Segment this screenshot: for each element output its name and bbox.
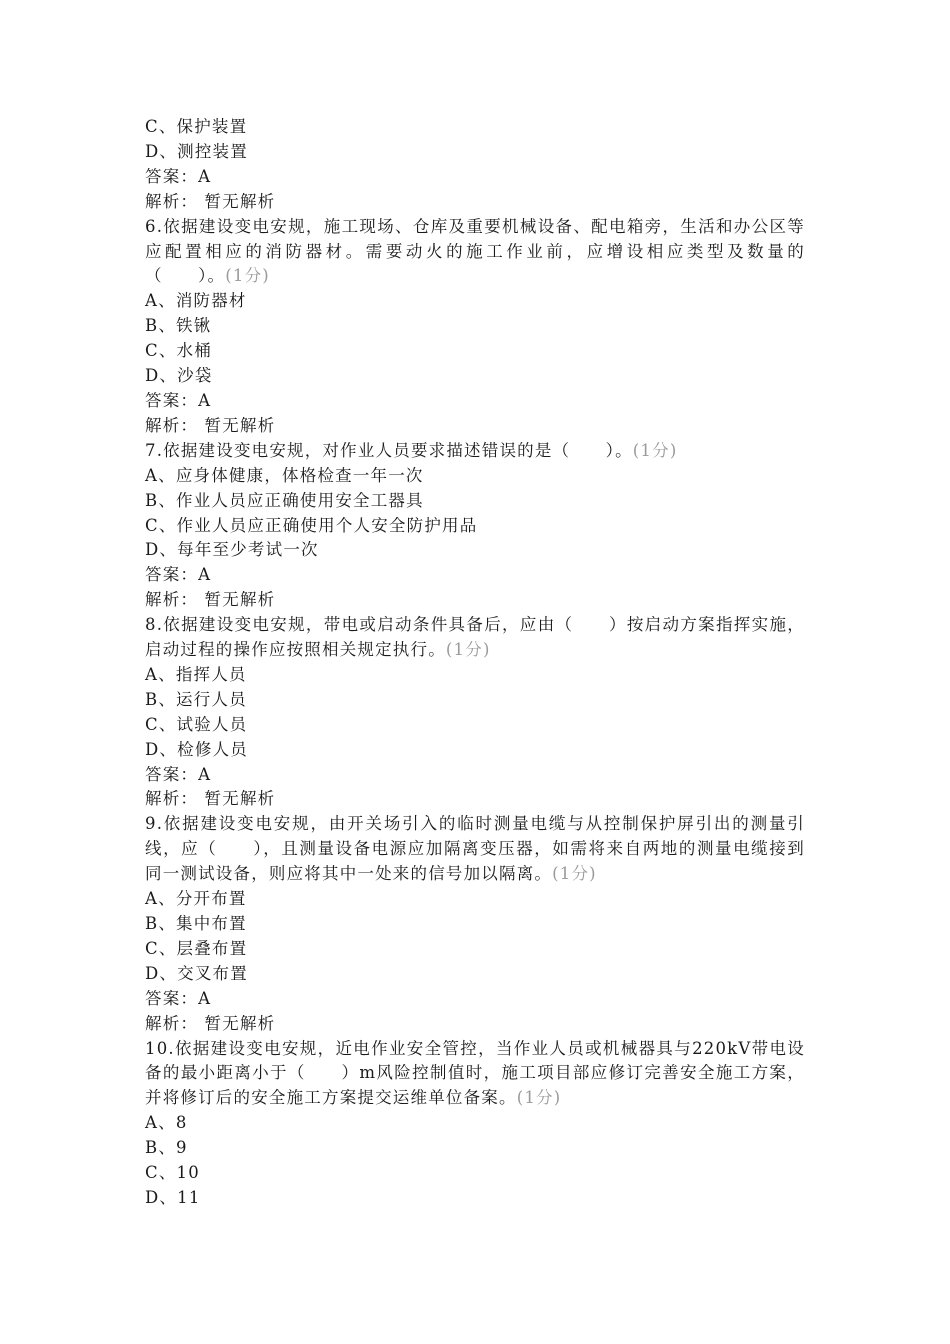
analysis: 解析： 暂无解析 (145, 191, 276, 211)
question-7 (145, 439, 805, 613)
option-a: A、消防器材 (145, 291, 247, 311)
question-score: (1分) (552, 864, 597, 884)
option-c: C、作业人员应正确使用个人安全防护用品 (145, 515, 478, 535)
question-score: (1分) (632, 440, 678, 460)
option-d: D、测控装置 (145, 141, 248, 161)
option-a: A、8 (145, 1113, 188, 1133)
analysis: 解析： 暂无解析 (145, 1013, 276, 1033)
answer: 答案：A (145, 166, 212, 186)
answer: 答案：A (145, 565, 212, 585)
analysis: 解析： 暂无解析 (145, 590, 276, 610)
question-6 (145, 215, 805, 439)
analysis: 解析： 暂无解析 (145, 415, 276, 435)
option-d: D、每年至少考试一次 (145, 540, 319, 560)
answer: 答案：A (145, 988, 212, 1008)
option-c: C、试验人员 (145, 714, 248, 734)
question-stem: 6.依据建设变电安规，施工现场、仓库及重要机械设备、配电箱旁，生活和办公区等应配置相应的消防器材。需要动火的施工作业前，应增设相应类型及数量的（ ）。(1分) (145, 216, 805, 286)
option-d: D、交叉布置 (145, 963, 248, 983)
option-d: D、沙袋 (145, 366, 213, 386)
question-score: (1分) (225, 266, 270, 286)
option-d: D、11 (145, 1187, 201, 1207)
question-8 (145, 613, 805, 812)
question-10 (145, 1037, 805, 1211)
question-stem: 7.依据建设变电安规，对作业人员要求描述错误的是（ ）。(1分) (145, 440, 678, 460)
option-b: B、运行人员 (145, 689, 247, 709)
analysis: 解析： 暂无解析 (145, 789, 276, 809)
option-a: A、应身体健康，体格检查一年一次 (145, 465, 424, 485)
leading-fragment (145, 115, 805, 215)
option-c: C、水桶 (145, 341, 212, 361)
option-b: B、铁锹 (145, 316, 212, 336)
answer: 答案：A (145, 764, 212, 784)
option-c: C、10 (145, 1163, 200, 1183)
question-9 (145, 812, 805, 1036)
answer: 答案：A (145, 390, 212, 410)
option-d: D、检修人员 (145, 739, 248, 759)
option-b: B、9 (145, 1138, 188, 1158)
question-stem: 10.依据建设变电安规，近电作业安全管控，当作业人员或机械器具与220kV带电设备的最小距离小于（ ）m风险控制值时，施工项目部应修订完善安全施工方案，并将修订后的安全施工方案提交运维单位备案。(1分) (145, 1038, 805, 1108)
option-b: B、集中布置 (145, 914, 247, 933)
exam-document (145, 115, 805, 1211)
question-score: (1分) (445, 640, 491, 660)
option-a: A、指挥人员 (145, 664, 247, 684)
option-c: C、层叠布置 (145, 938, 248, 958)
question-score: (1分) (516, 1088, 562, 1108)
option-c: C、保护装置 (145, 117, 248, 136)
question-stem: 8.依据建设变电安规，带电或启动条件具备后，应由（ ）按启动方案指挥实施，启动过程的操作应按照相关规定执行。(1分) (145, 615, 805, 660)
question-stem: 9.依据建设变电安规，由开关场引入的临时测量电缆与从控制保护屏引出的测量引线，应（ ），且测量设备电源应加隔离变压器，如需将来自两地的测量电缆接到同一测试设备，则应将其中一处来的信号加以隔离。(1分) (145, 814, 805, 884)
option-b: B、作业人员应正确使用安全工器具 (145, 490, 424, 510)
option-a: A、分开布置 (145, 889, 247, 909)
